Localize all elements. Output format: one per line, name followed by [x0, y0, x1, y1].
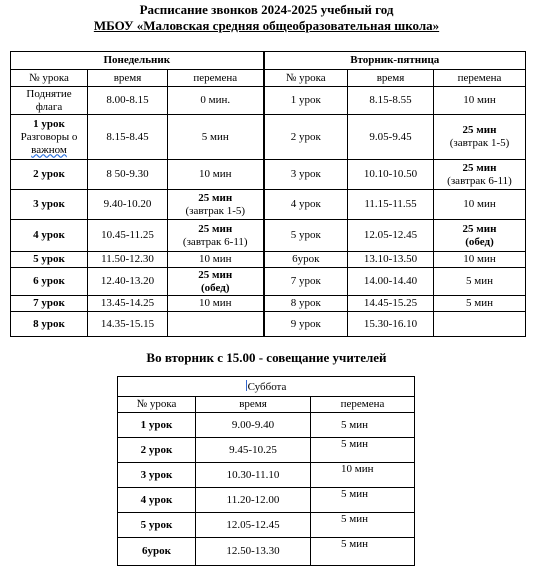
time-cell: 12.50-13.30: [196, 538, 311, 566]
time-cell: 8.00-8.15: [88, 87, 168, 115]
time-cell: 9.45-10.25: [196, 438, 311, 463]
lesson-cell: 3 урок: [264, 160, 348, 190]
break-duration: 25 мин: [462, 124, 497, 136]
lesson-cell: 4 урок: [11, 220, 88, 252]
table-row: [11, 220, 526, 252]
break-cell: 5 мин: [434, 296, 526, 312]
time-cell: 8.15-8.45: [88, 115, 168, 160]
col-lesson-header: № урока: [118, 397, 196, 413]
lesson-name-cont: важном: [31, 143, 67, 156]
table-row: [118, 513, 415, 538]
break-cell: 5 мин: [311, 488, 415, 513]
lesson-cell: 5 урок: [118, 513, 196, 538]
table-row: [118, 538, 415, 566]
table-row: [11, 252, 526, 268]
break-cell: 10 мин: [311, 463, 415, 488]
table-row: [11, 115, 526, 160]
break-cell: [168, 268, 264, 296]
time-cell: 9.00-9.40: [196, 413, 311, 438]
lesson-cell: 9 урок: [264, 312, 348, 337]
lesson-cell: 4 урок: [264, 190, 348, 220]
saturday-header-label: Суббота: [247, 380, 287, 393]
col-break-header: перемена: [168, 70, 264, 87]
document-title: Расписание звонков 2024-2025 учебный год: [139, 2, 394, 17]
break-cell: [434, 220, 526, 252]
time-cell: 9.05-9.45: [348, 115, 434, 160]
break-cell: 10 мин: [434, 252, 526, 268]
lesson-cell: 2 урок: [11, 160, 88, 190]
col-break-header: перемена: [434, 70, 526, 87]
table-row: [11, 190, 526, 220]
break-note: (завтрак 1-5): [449, 137, 510, 149]
lesson-cell: 7 урок: [11, 296, 88, 312]
time-cell: 11.50-12.30: [88, 252, 168, 268]
break-cell: 5 мин: [434, 268, 526, 296]
time-cell: 13.45-14.25: [88, 296, 168, 312]
time-cell: 8 50-9.30: [88, 160, 168, 190]
break-cell: 5 мин: [311, 413, 415, 438]
break-duration: 25 мин: [462, 222, 497, 235]
time-cell: 14.35-15.15: [88, 312, 168, 337]
table-row: [11, 296, 526, 312]
col-time-header: время: [196, 397, 311, 413]
col-break-header: перемена: [311, 397, 415, 413]
lesson-cell: 8 урок: [264, 296, 348, 312]
break-duration: 25 мин: [198, 268, 233, 281]
break-cell: 5 мин: [311, 513, 415, 538]
break-cell: [434, 115, 526, 160]
lesson-cell: 6урок: [118, 538, 196, 566]
table-row: [118, 488, 415, 513]
lesson-cell: 3 урок: [11, 190, 88, 220]
time-cell: 9.40-10.20: [88, 190, 168, 220]
monday-header: Понедельник: [11, 52, 264, 70]
lesson-cell: [11, 115, 88, 160]
col-lesson-header: № урока: [11, 70, 88, 87]
lesson-cell: 2 урок: [118, 438, 196, 463]
time-cell: 15.30-16.10: [348, 312, 434, 337]
saturday-header: [118, 377, 415, 397]
table-row: [118, 463, 415, 488]
col-time-header: время: [88, 70, 168, 87]
time-cell: 11.15-11.55: [348, 190, 434, 220]
break-cell: [434, 160, 526, 190]
time-cell: 8.15-8.55: [348, 87, 434, 115]
break-cell: [168, 312, 264, 337]
lesson-cell: 5 урок: [264, 220, 348, 252]
lesson-cell: 1 урок: [118, 413, 196, 438]
break-note: (завтрак 6-11): [447, 174, 512, 187]
lesson-cell: 6 урок: [11, 268, 88, 296]
time-cell: 12.40-13.20: [88, 268, 168, 296]
break-cell: 5 мин: [311, 538, 415, 566]
break-cell: 10 мин: [168, 160, 264, 190]
break-cell: [168, 220, 264, 252]
time-cell: 13.10-13.50: [348, 252, 434, 268]
time-cell: 10.30-11.10: [196, 463, 311, 488]
break-cell: 10 мин: [434, 190, 526, 220]
lesson-cell: 1 урок: [264, 87, 348, 115]
break-cell: 10 мин: [168, 252, 264, 268]
lesson-number: 1 урок: [33, 117, 65, 130]
break-cell: 5 мин: [311, 438, 415, 463]
meeting-note: Во вторник с 15.00 - совещание учителей: [146, 350, 387, 365]
lesson-cell: 8 урок: [11, 312, 88, 337]
table-row: [11, 268, 526, 296]
table-row: [11, 87, 526, 115]
break-duration: 25 мин: [198, 191, 233, 204]
lesson-cell: 3 урок: [118, 463, 196, 488]
lesson-cell: 5 урок: [11, 252, 88, 268]
break-note: (завтрак 6-11): [182, 235, 248, 248]
table-row: [118, 413, 415, 438]
break-duration: 25 мин: [198, 222, 233, 235]
saturday-schedule-table: [117, 376, 415, 566]
time-cell: 10.45-11.25: [88, 220, 168, 252]
break-cell: [168, 190, 264, 220]
break-cell: 10 мин: [168, 296, 264, 312]
time-cell: 11.20-12.00: [196, 488, 311, 513]
lesson-name: Разговоры о: [20, 130, 78, 143]
break-note: (завтрак 1-5): [185, 204, 246, 217]
break-cell: 5 мин: [168, 115, 264, 160]
text-cursor: [246, 380, 247, 391]
weekday-schedule-table: [10, 51, 526, 337]
table-row: [11, 160, 526, 190]
time-cell: 14.00-14.40: [348, 268, 434, 296]
col-time-header: время: [348, 70, 434, 87]
time-cell: 14.45-15.25: [348, 296, 434, 312]
lesson-cell: 7 урок: [264, 268, 348, 296]
break-note: (обед): [201, 281, 230, 294]
break-duration: 25 мин: [462, 161, 497, 174]
time-cell: 12.05-12.45: [348, 220, 434, 252]
tue-fri-header: Вторник-пятница: [264, 52, 526, 70]
time-cell: 10.10-10.50: [348, 160, 434, 190]
lesson-cell: Поднятие флага: [11, 87, 88, 115]
break-note: (обед): [465, 235, 494, 248]
table-row: [118, 438, 415, 463]
table-row: [11, 312, 526, 337]
school-name: МБОУ «Маловская средняя общеобразовательная школа»: [93, 18, 440, 33]
lesson-cell: 6урок: [264, 252, 348, 268]
lesson-cell: 2 урок: [264, 115, 348, 160]
break-cell: [434, 312, 526, 337]
lesson-cell: 4 урок: [118, 488, 196, 513]
time-cell: 12.05-12.45: [196, 513, 311, 538]
break-cell: 10 мин: [434, 87, 526, 115]
break-cell: 0 мин.: [168, 87, 264, 115]
col-lesson-header: № урока: [264, 70, 348, 87]
